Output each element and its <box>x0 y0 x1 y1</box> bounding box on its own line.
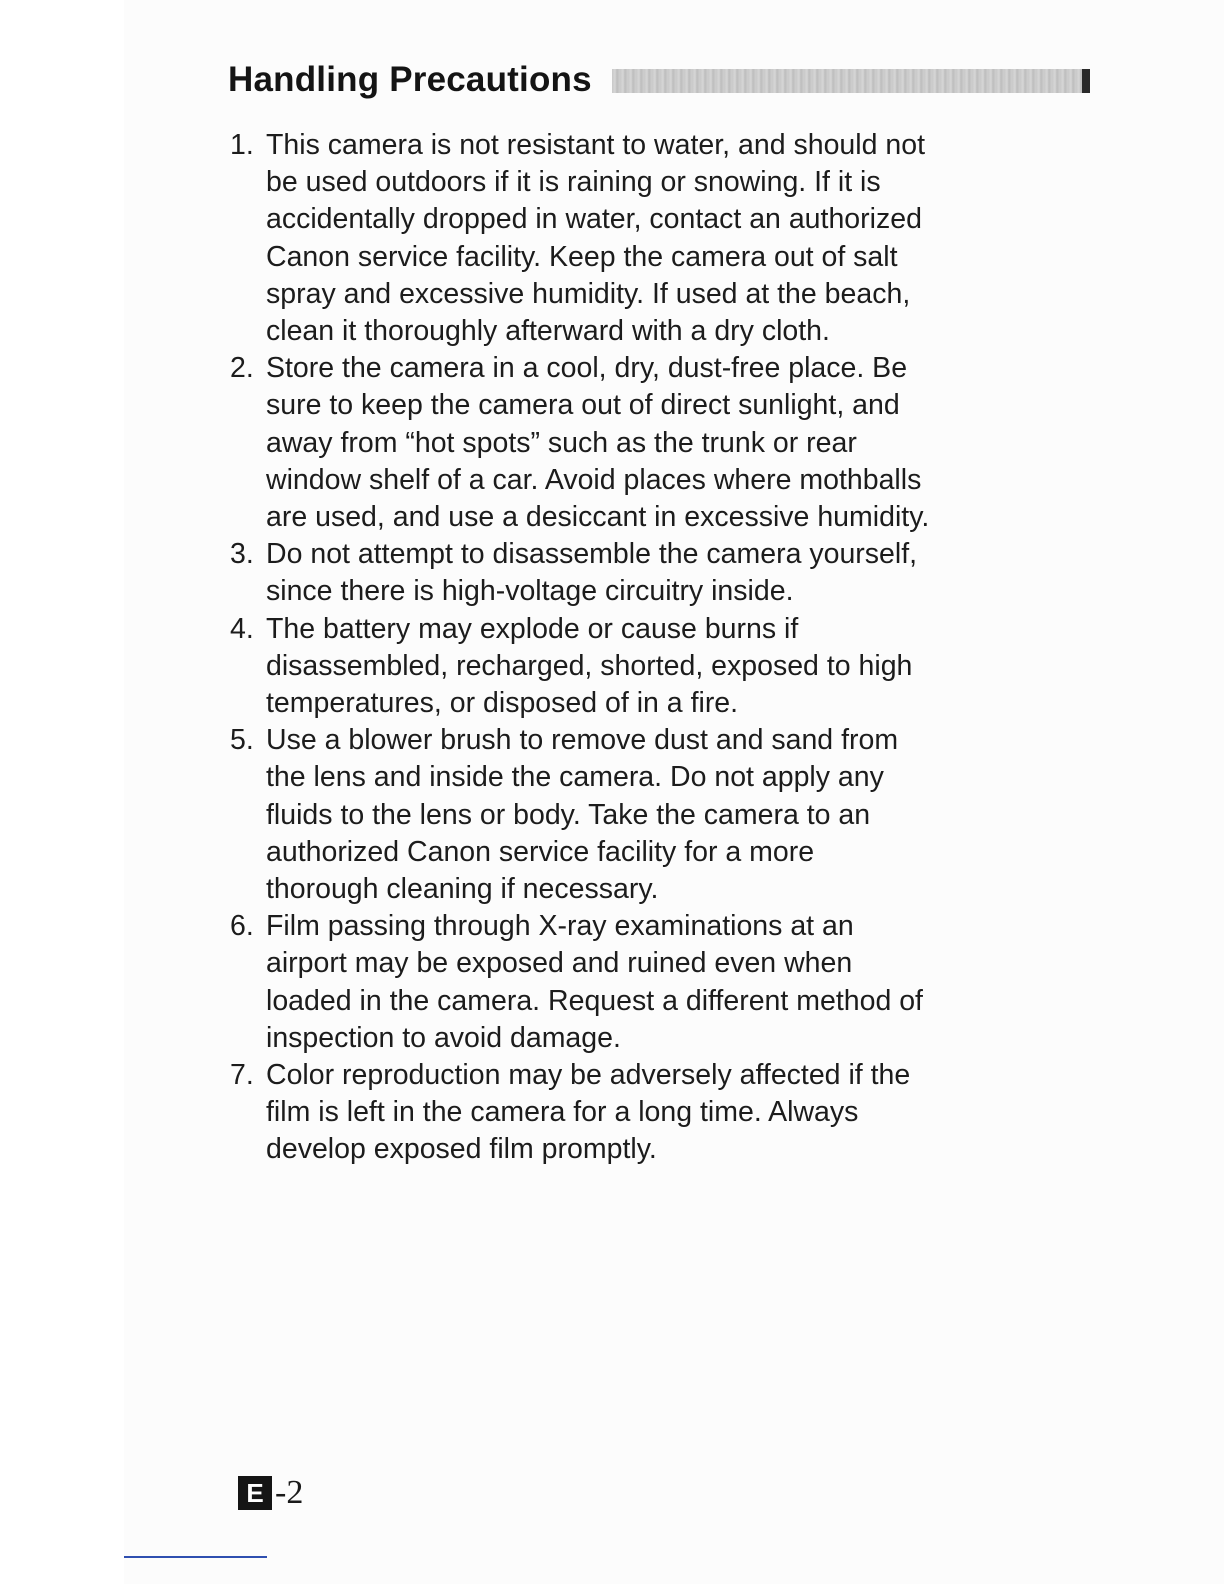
precaution-item-5 <box>230 722 1020 908</box>
item-line: Do not attempt to disassemble the camera yourself, <box>266 538 918 571</box>
section-e-badge: E <box>238 1476 272 1510</box>
item-line: fluids to the lens or body. Take the camera to an <box>266 798 871 831</box>
item-line: Use a blower brush to remove dust and sand from <box>266 724 899 757</box>
item-line: accidentally dropped in water, contact an authorized <box>266 203 922 236</box>
item-text <box>266 722 1020 908</box>
item-line: window shelf of a car. Avoid places where mothballs <box>266 463 922 496</box>
item-line: Store the camera in a cool, dry, dust-free place. Be <box>266 352 908 385</box>
precaution-item-4 <box>230 611 1020 723</box>
item-line: inspection to avoid damage. <box>266 1021 621 1054</box>
precaution-item-7 <box>230 1057 1020 1169</box>
item-number: 3. <box>230 538 254 571</box>
item-line: airport may be exposed and ruined even when <box>266 947 853 980</box>
item-number: 4. <box>230 612 254 645</box>
precautions-list <box>230 127 1020 1169</box>
bottom-edge-line <box>124 1556 267 1558</box>
item-line: spray and excessive humidity. If used at the beach, <box>266 277 911 310</box>
item-line: sure to keep the camera out of direct sunlight, and <box>266 389 900 422</box>
heading-decor-bar <box>612 69 1090 93</box>
item-line: Canon service facility. Keep the camera out of salt <box>266 240 898 273</box>
item-number: 6. <box>230 910 254 943</box>
item-text <box>266 536 1020 610</box>
item-number: 5. <box>230 724 254 757</box>
item-line: disassembled, recharged, shorted, exposed to high <box>266 649 913 682</box>
item-line: temperatures, or disposed of in a fire. <box>266 687 739 720</box>
precaution-item-3 <box>230 536 1020 610</box>
page-number <box>238 1474 303 1512</box>
item-number: 7. <box>230 1059 254 1092</box>
precaution-item-2 <box>230 350 1020 536</box>
item-text <box>266 1057 1020 1169</box>
item-text <box>266 127 1020 350</box>
heading-row <box>228 56 1090 104</box>
item-line: clean it thoroughly afterward with a dry cloth. <box>266 315 830 348</box>
page-title: Handling Precautions <box>228 60 592 99</box>
item-number: 1. <box>230 129 254 161</box>
item-line: Color reproduction may be adversely affected if the <box>266 1059 911 1092</box>
item-number: 2. <box>230 352 254 385</box>
page-number-suffix: -2 <box>275 1474 304 1511</box>
item-line: thorough cleaning if necessary. <box>266 873 659 906</box>
precaution-item-6 <box>230 908 1020 1057</box>
item-line: away from “hot spots” such as the trunk or rear <box>266 426 857 459</box>
item-text <box>266 350 1020 536</box>
precaution-item-1 <box>230 127 1020 350</box>
item-text <box>266 908 1020 1057</box>
item-line: The battery may explode or cause burns if <box>266 612 799 645</box>
item-line: the lens and inside the camera. Do not apply any <box>266 761 884 794</box>
item-line: authorized Canon service facility for a more <box>266 835 815 868</box>
heading-decor-bar-end <box>1082 69 1090 93</box>
item-line: are used, and use a desiccant in excessive humidity. <box>266 501 930 534</box>
item-line: This camera is not resistant to water, and should not <box>266 129 926 161</box>
item-line: since there is high-voltage circuitry inside. <box>266 575 794 608</box>
item-line: be used outdoors if it is raining or snowing. If it is <box>266 166 881 199</box>
item-line: loaded in the camera. Request a different method of <box>266 984 923 1017</box>
item-line: Film passing through X-ray examinations at an <box>266 910 854 943</box>
item-text <box>266 611 1020 723</box>
item-line: develop exposed film promptly. <box>266 1133 657 1166</box>
item-line: film is left in the camera for a long time. Always <box>266 1096 859 1129</box>
